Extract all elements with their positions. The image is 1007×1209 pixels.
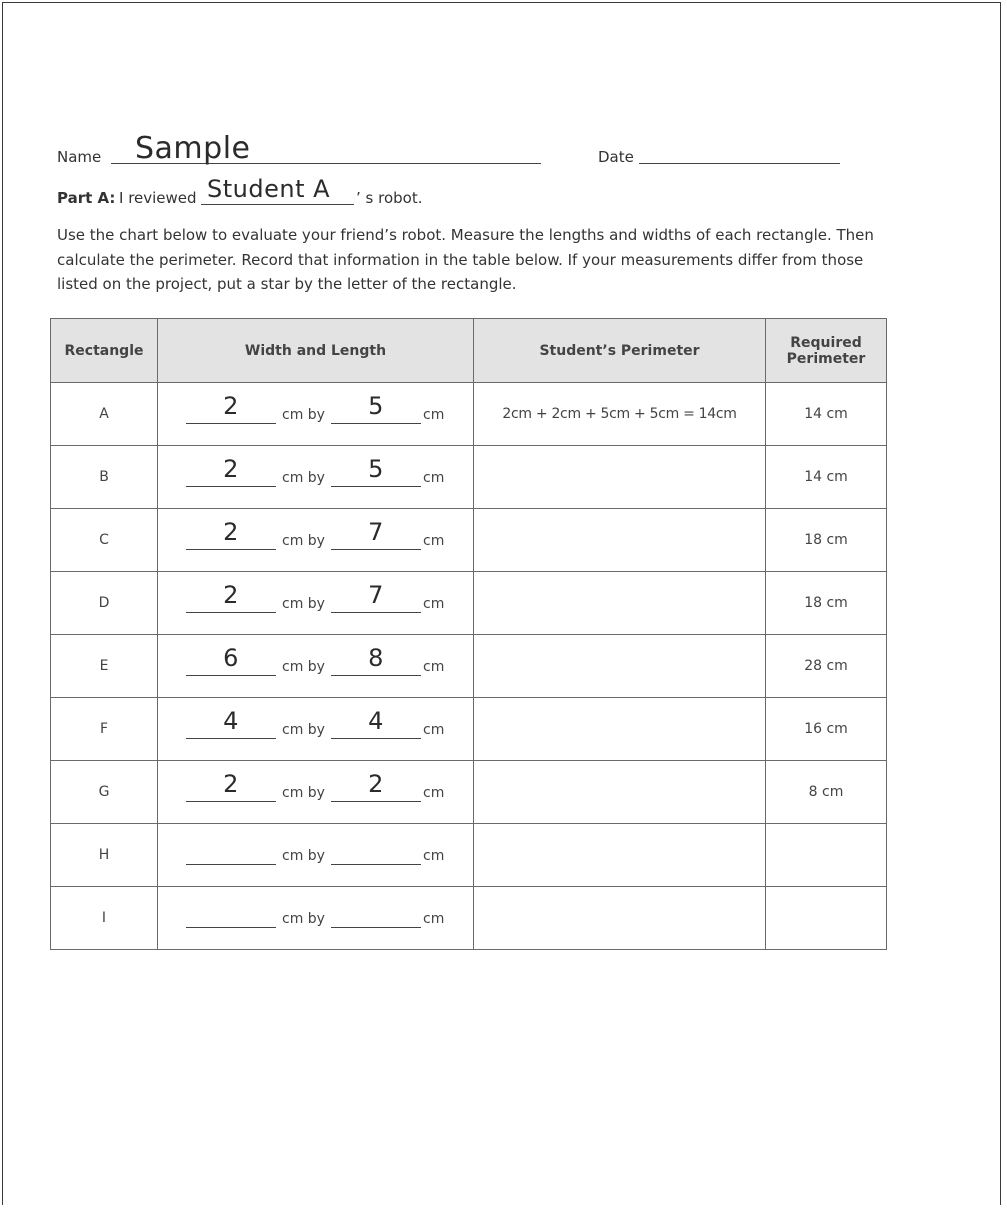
width-field[interactable]	[186, 893, 276, 928]
part-a-text-before: I reviewed	[119, 189, 197, 207]
name-field[interactable]	[111, 131, 541, 164]
width-field[interactable]: 6	[186, 641, 276, 676]
cm-label: cm	[423, 722, 445, 738]
required-perimeter	[766, 824, 887, 887]
cm-label: cm	[423, 911, 445, 927]
student-perimeter-field[interactable]	[474, 761, 766, 824]
cm-by-label: cm by	[282, 659, 325, 675]
rectangle-letter: H	[51, 824, 158, 887]
table-row	[51, 635, 887, 698]
table-row	[51, 446, 887, 509]
student-perimeter-field[interactable]	[474, 887, 766, 950]
width-field[interactable]: 4	[186, 704, 276, 739]
length-field[interactable]	[331, 830, 421, 865]
table-header-row	[51, 319, 887, 383]
required-perimeter: 28 cm	[766, 635, 887, 698]
length-field[interactable]: 7	[331, 578, 421, 613]
width-length-cell	[158, 698, 474, 761]
width-length-cell	[158, 509, 474, 572]
cm-by-label: cm by	[282, 596, 325, 612]
width-field[interactable]: 2	[186, 578, 276, 613]
perimeter-table	[50, 318, 887, 950]
width-length-cell	[158, 761, 474, 824]
required-perimeter	[766, 887, 887, 950]
table-row	[51, 509, 887, 572]
width-length-cell	[158, 824, 474, 887]
student-perimeter-field[interactable]	[474, 698, 766, 761]
table-body	[51, 383, 887, 950]
cm-by-label: cm by	[282, 407, 325, 423]
rectangle-letter: C	[51, 509, 158, 572]
cm-by-label: cm by	[282, 911, 325, 927]
date-label: Date	[598, 148, 634, 166]
width-length-cell	[158, 635, 474, 698]
name-label: Name	[57, 148, 102, 166]
required-perimeter: 14 cm	[766, 446, 887, 509]
student-perimeter-field[interactable]: 2cm + 2cm + 5cm + 5cm = 14cm	[474, 383, 766, 446]
width-length-cell	[158, 383, 474, 446]
required-perimeter: 14 cm	[766, 383, 887, 446]
rectangle-letter: E	[51, 635, 158, 698]
cm-by-label: cm by	[282, 533, 325, 549]
cm-by-label: cm by	[282, 470, 325, 486]
student-perimeter-field[interactable]	[474, 572, 766, 635]
student-perimeter-field[interactable]	[474, 509, 766, 572]
length-field[interactable]	[331, 893, 421, 928]
length-field[interactable]: 4	[331, 704, 421, 739]
width-field[interactable]	[186, 830, 276, 865]
header-student-perimeter: Student’s Perimeter	[474, 319, 766, 383]
width-length-cell	[158, 572, 474, 635]
header-required-line1: Required	[790, 334, 862, 351]
required-perimeter: 18 cm	[766, 572, 887, 635]
part-a-text-after: ’ s robot.	[356, 189, 423, 207]
width-field[interactable]: 2	[186, 452, 276, 487]
header-width-length: Width and Length	[158, 319, 474, 383]
width-field[interactable]: 2	[186, 767, 276, 802]
required-perimeter: 18 cm	[766, 509, 887, 572]
cm-label: cm	[423, 659, 445, 675]
length-field[interactable]: 7	[331, 515, 421, 550]
cm-label: cm	[423, 470, 445, 486]
student-field[interactable]	[201, 175, 354, 205]
cm-label: cm	[423, 596, 445, 612]
instructions-paragraph: Use the chart below to evaluate your friend’s robot. Measure the lengths and widths of each rectangle. Then calculate the perimeter. Record that information in the table below. If your measurements differ from those listed on the project, put a star by the letter of the rectangle.	[57, 226, 874, 293]
date-field[interactable]	[639, 143, 840, 164]
student-perimeter-field[interactable]	[474, 824, 766, 887]
worksheet-page	[2, 2, 1001, 1205]
width-field[interactable]: 2	[186, 389, 276, 424]
student-perimeter-field[interactable]	[474, 446, 766, 509]
required-perimeter: 16 cm	[766, 698, 887, 761]
length-field[interactable]: 2	[331, 767, 421, 802]
table-row	[51, 761, 887, 824]
length-field[interactable]: 5	[331, 452, 421, 487]
rectangle-letter: A	[51, 383, 158, 446]
cm-label: cm	[423, 407, 445, 423]
table-row	[51, 383, 887, 446]
rectangle-letter: I	[51, 887, 158, 950]
required-perimeter: 8 cm	[766, 761, 887, 824]
header-required-line2: Perimeter	[786, 350, 866, 367]
cm-label: cm	[423, 848, 445, 864]
table-row	[51, 887, 887, 950]
cm-by-label: cm by	[282, 785, 325, 801]
header-required-perimeter	[766, 319, 887, 383]
rectangle-letter: B	[51, 446, 158, 509]
table-row	[51, 572, 887, 635]
student-value: Student A	[207, 175, 331, 203]
cm-by-label: cm by	[282, 848, 325, 864]
rectangle-letter: G	[51, 761, 158, 824]
width-length-cell	[158, 887, 474, 950]
cm-label: cm	[423, 533, 445, 549]
length-field[interactable]: 5	[331, 389, 421, 424]
table-row	[51, 824, 887, 887]
part-a-label: Part A:	[57, 189, 116, 207]
cm-by-label: cm by	[282, 722, 325, 738]
student-perimeter-field[interactable]	[474, 635, 766, 698]
name-value: Sample	[135, 131, 251, 166]
rectangle-letter: D	[51, 572, 158, 635]
width-length-cell	[158, 446, 474, 509]
header-rectangle: Rectangle	[51, 319, 158, 383]
cm-label: cm	[423, 785, 445, 801]
rectangle-letter: F	[51, 698, 158, 761]
width-field[interactable]: 2	[186, 515, 276, 550]
table-row	[51, 698, 887, 761]
length-field[interactable]: 8	[331, 641, 421, 676]
